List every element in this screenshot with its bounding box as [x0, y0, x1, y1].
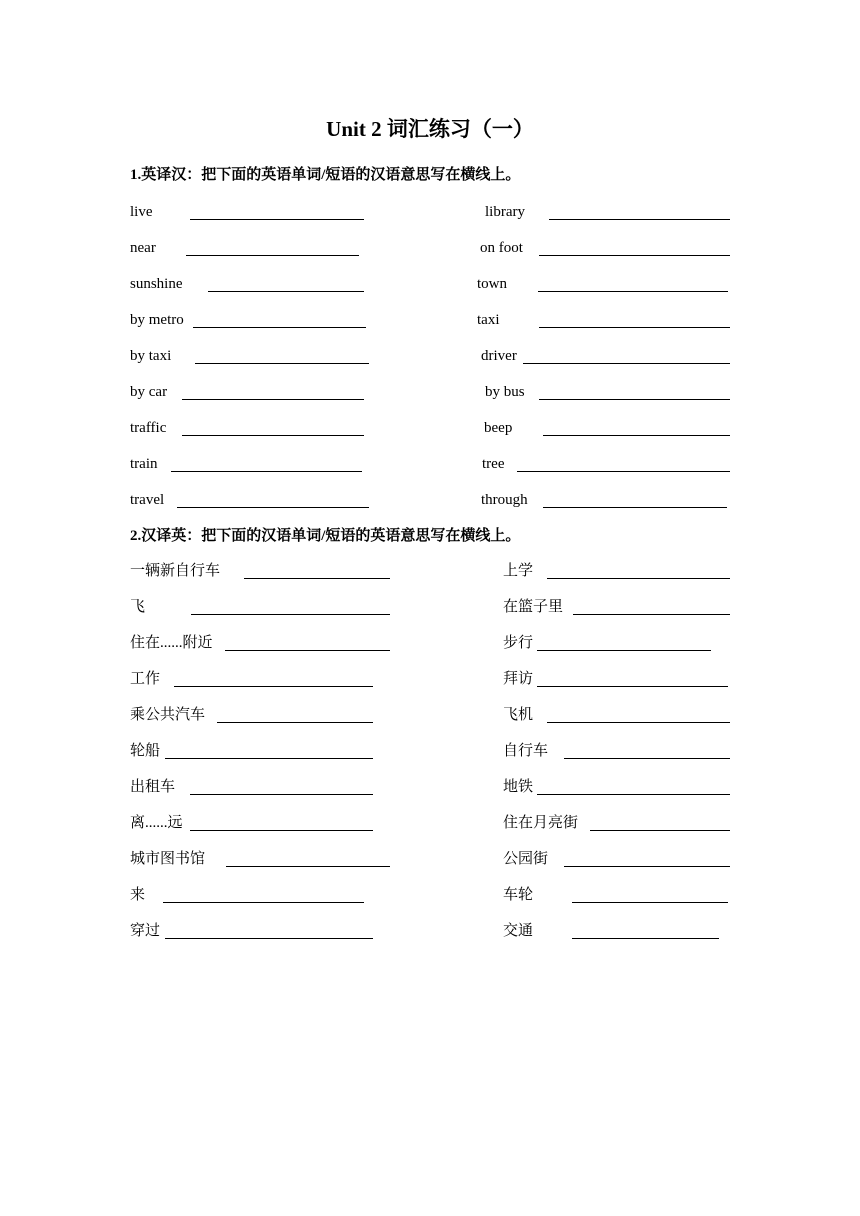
vocab-word: 工作: [130, 671, 161, 687]
answer-line[interactable]: [539, 399, 730, 400]
vocab-word: 轮船: [130, 743, 161, 759]
vocab-item: [477, 272, 735, 296]
page-title: Unit 2 词汇练习（一）: [326, 117, 534, 141]
vocab-item: [477, 308, 735, 332]
vocab-word: by bus: [485, 384, 525, 400]
vocab-word: 拜访: [503, 671, 534, 687]
vocab-item: [130, 595, 395, 619]
answer-line[interactable]: [517, 471, 730, 472]
vocab-word: 车轮: [503, 887, 534, 903]
answer-line[interactable]: [226, 866, 390, 867]
answer-line[interactable]: [195, 363, 369, 364]
vocab-word: 飞: [130, 599, 146, 615]
answer-line[interactable]: [547, 578, 730, 579]
answer-line[interactable]: [564, 866, 730, 867]
vocab-word: 出租车: [130, 779, 176, 795]
vocab-item: [503, 847, 735, 871]
answer-line[interactable]: [543, 435, 730, 436]
vocab-item: [130, 344, 375, 368]
vocab-word: by taxi: [130, 348, 172, 364]
vocab-item: [503, 775, 735, 799]
section-1-heading: 1.英译汉：把下面的英语单词/短语的汉语意思写在横线上。: [130, 167, 521, 183]
vocab-word: 地铁: [503, 779, 534, 795]
vocab-word: sunshine: [130, 276, 183, 292]
vocab-item: [130, 631, 395, 655]
vocab-word: 交通: [503, 923, 534, 939]
answer-line[interactable]: [523, 363, 730, 364]
vocab-item: [130, 236, 370, 260]
answer-line[interactable]: [538, 291, 728, 292]
answer-line[interactable]: [225, 650, 390, 651]
answer-line[interactable]: [573, 614, 730, 615]
vocab-word: 来: [130, 887, 146, 903]
vocab-word: live: [130, 204, 153, 220]
answer-line[interactable]: [171, 471, 362, 472]
vocab-item: [130, 667, 380, 691]
vocab-item: [130, 775, 380, 799]
vocab-word: 公园街: [503, 851, 549, 867]
answer-line[interactable]: [186, 255, 359, 256]
vocab-item: [130, 488, 375, 512]
vocab-item: [503, 703, 735, 727]
answer-line[interactable]: [208, 291, 364, 292]
answer-line[interactable]: [182, 435, 364, 436]
vocab-word: 离......远: [130, 815, 183, 831]
answer-line[interactable]: [182, 399, 364, 400]
vocab-item: [130, 272, 370, 296]
vocab-item: [503, 559, 735, 583]
vocab-item: [485, 380, 735, 404]
vocab-word: traffic: [130, 420, 167, 436]
vocab-word: 一辆新自行车: [130, 563, 221, 579]
vocab-item: [485, 200, 735, 224]
vocab-item: [481, 344, 735, 368]
vocab-word: train: [130, 456, 158, 472]
answer-line[interactable]: [190, 219, 364, 220]
answer-line[interactable]: [190, 794, 373, 795]
vocab-item: [481, 488, 731, 512]
vocab-word: by car: [130, 384, 168, 400]
answer-line[interactable]: [190, 830, 373, 831]
vocab-word: travel: [130, 492, 165, 508]
vocab-item: [503, 739, 735, 763]
vocab-word: 飞机: [503, 707, 534, 723]
vocab-item: [130, 811, 380, 835]
vocab-word: 城市图书馆: [130, 851, 206, 867]
vocab-word: 乘公共汽车: [130, 707, 206, 723]
answer-line[interactable]: [590, 830, 730, 831]
vocab-item: [503, 883, 735, 907]
answer-line[interactable]: [165, 758, 373, 759]
vocab-item: [130, 559, 395, 583]
vocab-word: 在篮子里: [503, 599, 564, 615]
vocab-item: [130, 416, 370, 440]
answer-line[interactable]: [163, 902, 364, 903]
answer-line[interactable]: [537, 650, 711, 651]
answer-line[interactable]: [537, 686, 728, 687]
vocab-word: through: [481, 492, 528, 508]
vocab-word: beep: [484, 420, 513, 436]
answer-line[interactable]: [193, 327, 366, 328]
vocab-word: near: [130, 240, 156, 256]
vocab-word: town: [477, 276, 507, 292]
vocab-item: [130, 380, 370, 404]
vocab-word: taxi: [477, 312, 500, 328]
vocab-item: [503, 811, 735, 835]
answer-line[interactable]: [244, 578, 390, 579]
answer-line[interactable]: [537, 794, 730, 795]
vocab-item: [503, 595, 735, 619]
vocab-word: 上学: [503, 563, 534, 579]
vocab-item: [130, 308, 370, 332]
vocab-item: [503, 631, 715, 655]
vocab-word: driver: [481, 348, 517, 364]
answer-line[interactable]: [549, 219, 730, 220]
vocab-item: [130, 919, 380, 943]
section-2-heading: 2.汉译英：把下面的汉语单词/短语的英语意思写在横线上。: [130, 528, 521, 544]
vocab-word: 穿过: [130, 923, 161, 939]
vocab-word: 自行车: [503, 743, 549, 759]
answer-line[interactable]: [547, 722, 730, 723]
vocab-item: [130, 703, 380, 727]
vocab-item: [484, 416, 735, 440]
vocab-item: [130, 452, 370, 476]
vocab-word: by metro: [130, 312, 184, 328]
vocab-word: 住在......附近: [130, 635, 213, 651]
answer-line[interactable]: [174, 686, 373, 687]
answer-line[interactable]: [177, 507, 369, 508]
vocab-item: [503, 919, 735, 943]
vocab-word: tree: [482, 456, 505, 472]
answer-line[interactable]: [572, 902, 728, 903]
vocab-word: on foot: [480, 240, 523, 256]
answer-line[interactable]: [539, 327, 730, 328]
answer-line[interactable]: [539, 255, 730, 256]
answer-line[interactable]: [543, 507, 727, 508]
vocab-item: [480, 236, 735, 260]
vocab-item: [482, 452, 735, 476]
answer-line[interactable]: [217, 722, 373, 723]
vocab-item: [130, 739, 380, 763]
vocab-word: 住在月亮街: [503, 815, 579, 831]
vocab-item: [130, 883, 370, 907]
vocab-item: [503, 667, 735, 691]
answer-line[interactable]: [191, 614, 390, 615]
answer-line[interactable]: [572, 938, 719, 939]
vocab-item: [130, 847, 395, 871]
vocab-word: library: [485, 204, 525, 220]
answer-line[interactable]: [564, 758, 730, 759]
vocab-word: 步行: [503, 635, 534, 651]
vocab-item: [130, 200, 370, 224]
answer-line[interactable]: [165, 938, 373, 939]
